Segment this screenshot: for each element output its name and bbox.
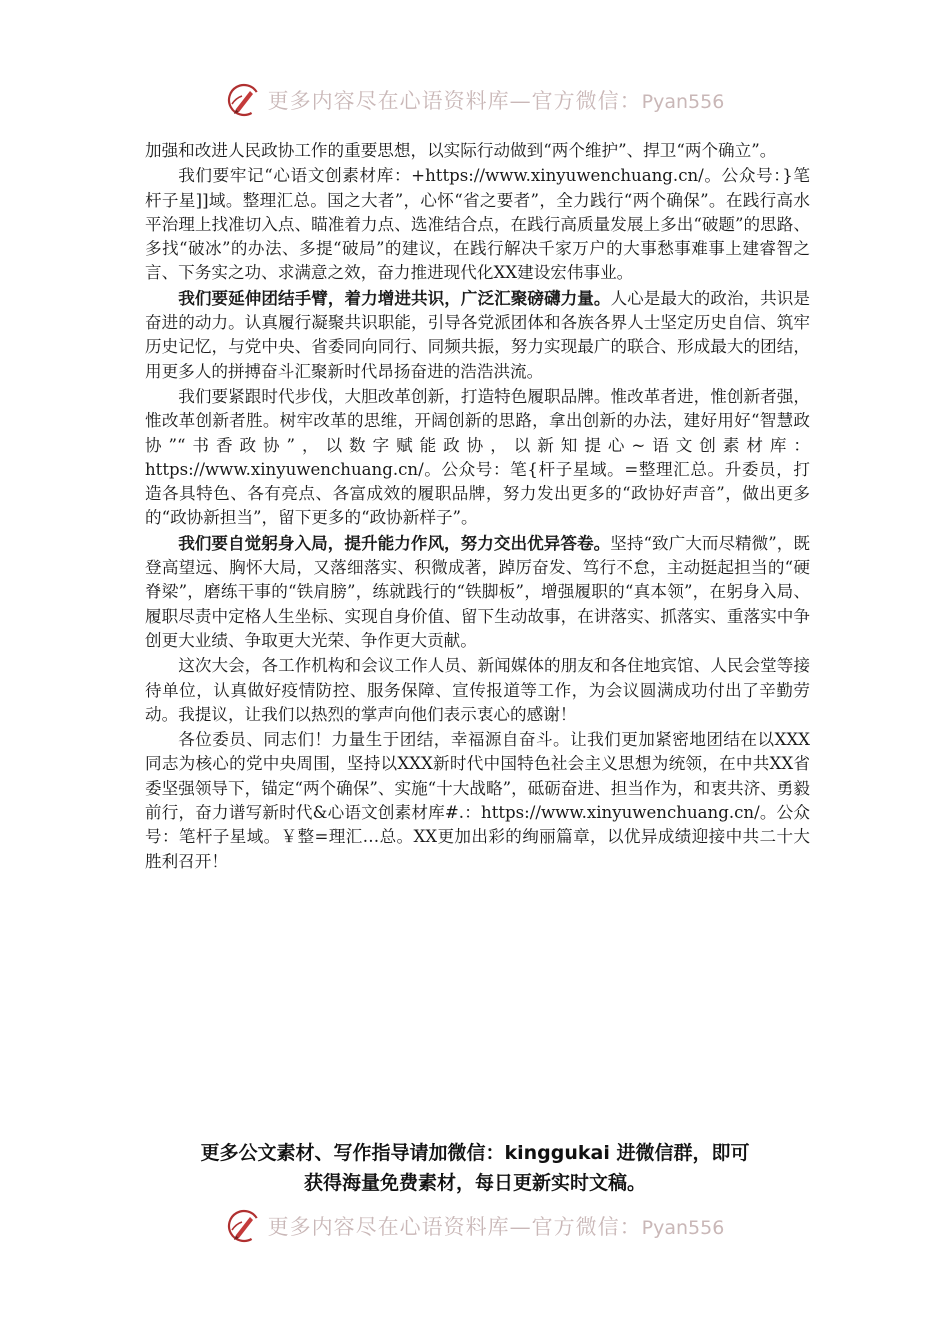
pen-logo-icon — [226, 82, 262, 118]
paragraph: 各位委员、同志们！力量生于团结，幸福源自奋斗。让我们更加紧密地团结在以XXX同志为核心的党中央周围，坚持以XXX新时代中国特色社会主义思想为统领，在中共XX省委坚强领导下，锚定“两个确保”、实施“十大战略”，砥砺奋进、担当作为，和衷共济、勇毅前行，奋力谱写新时代&心语文创素材库#.：https://www.xinyuwenchuang.cn/。公众号：笔杆子星域。￥整=理汇…总。XX更加出彩的绚丽篇章，以优异成绩迎接中共二十大胜利召开！ — [145, 730, 810, 871]
banner-wechat-id: Pyan556 — [641, 91, 725, 113]
pen-logo-icon — [226, 1208, 262, 1244]
footer-note — [0, 1138, 950, 1198]
paragraph: 这次大会，各工作机构和会议工作人员、新闻媒体的朋友和各住地宾馆、人民会堂等接待单位，认真做好疫情防控、服务保障、宣传报道等工作，为会议圆满成功付出了辛勤劳动。我提议，让我们以热烈的掌声向他们表示衷心的感谢！ — [145, 656, 810, 724]
paragraph: 我们要紧跟时代步伐，大胆改革创新，打造特色履职品牌。惟改革者进，惟创新者强，惟改革创新者胜。树牢改革的思维，开阔创新的思路，拿出创新的办法，建好用好“智慧政协”“书香政协”，以数字赋能政协，以新知提心~语文创素材库：https://www.xinyuwenchuang.cn/。公众号：笔{杆子星域。=整理汇总。升委员，打造各具特色、各有亮点、各富成效的履职品牌，努力发出更多的“政协好声音”，做出更多的“政协新担当”，留下更多的“政协新样子”。 — [145, 386, 810, 528]
header-banner — [0, 78, 950, 122]
paragraph-heading: 我们要延伸团结手臂，着力增进共识，广泛汇聚磅礴力量。 — [178, 287, 611, 308]
banner-text-cn: 更多内容尽在心语资料库—官方微信： — [267, 89, 642, 113]
paragraph-heading: 我们要自觉躬身入局，提升能力作风，努力交出优异答卷。 — [178, 532, 611, 553]
paragraph: 我们要牢记“心语文创素材库：+https://www.xinyuwenchuang.cn/。公众号：}笔杆子星]]域。整理汇总。国之大者”，心怀“省之要者”，全力践行“两个确保”。在践行高水平治理上找准切入点、瞄准着力点、选准结合点，在践行高质量发展上多出“破题”的思路、多找“破冰”的办法、多提“破局”的建议，在践行解决千家万户的大事愁事难事上建睿智之言、下务实之功、求满意之效，奋力推进现代化XX建设宏伟事业。 — [145, 166, 810, 283]
banner-text — [268, 1211, 725, 1241]
paragraph: 我们要延伸团结手臂，着力增进共识，广泛汇聚磅礴力量。人心是最大的政治，共识是奋进的动力。认真履行凝聚共识职能，引导各党派团体和各族各界人士坚定历史自信、筑牢历史记忆，与党中央、省委同向同行、同频共振，努力实现最广的联合、形成最大的团结，用更多人的拼搏奋斗汇聚新时代昂扬奋进的浩浩洪流。 — [145, 287, 811, 381]
footer-note-line2: 获得海量免费素材，每日更新实时文稿。 — [303, 1172, 646, 1194]
banner-text — [268, 85, 725, 115]
footer-note-line1: 更多公文素材、写作指导请加微信：kinggukai 进微信群，即可 — [200, 1142, 750, 1164]
banner-wechat-id: Pyan556 — [641, 1217, 725, 1239]
paragraph: 加强和改进人民政协工作的重要思想，以实际行动做到“两个维护”、捍卫“两个确立”。 — [145, 141, 777, 160]
banner-text-cn: 更多内容尽在心语资料库—官方微信： — [267, 1215, 642, 1239]
document-body — [145, 138, 810, 874]
paragraph: 我们要自觉躬身入局，提升能力作风，努力交出优异答卷。坚持“致广大而尽精微”，既登高望远、胸怀大局，又落细落实、积微成著，踔厉奋发、笃行不怠，主动挺起担当的“硬脊梁”，磨练干事的“铁肩膀”，练就践行的“铁脚板”，增强履职的“真本领”，在躬身入局、履职尽责中定格人生坐标、实现自身价值、留下生动故事，在讲落实、抓落实、重落实中争创更大业绩、争取更大光荣、争作更大贡献。 — [145, 532, 811, 650]
footer-banner — [0, 1204, 950, 1248]
